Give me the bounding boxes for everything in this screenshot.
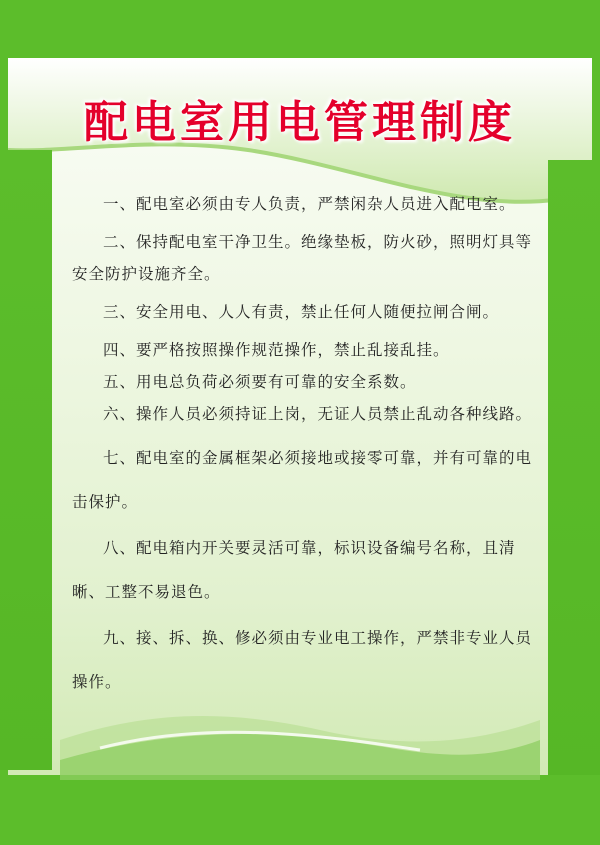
rules-list — [72, 188, 532, 706]
bottom-border — [0, 775, 600, 845]
rule-item: 七、配电室的金属框架必须接地或接零可靠，并有可靠的电击保护。 — [72, 449, 533, 511]
rule-item: 九、接、拆、换、修必须由专业电工操作，严禁非专业人员操作。 — [72, 629, 533, 691]
rule-item: 四、要严格按照操作规范操作，禁止乱接乱挂。 — [103, 341, 450, 359]
left-border — [0, 150, 52, 770]
page-title: 配电室用电管理制度 — [84, 97, 516, 148]
rule-item: 五、用电总负荷必须要有可靠的安全系数。 — [103, 373, 417, 391]
rule-item: 一、配电室必须由专人负责，严禁闲杂人员进入配电室。 — [103, 195, 516, 213]
rule-item: 六、操作人员必须持证上岗，无证人员禁止乱动各种线路。 — [103, 405, 533, 423]
rule-item: 八、配电箱内开关要灵活可靠，标识设备编号名称，且清晰、工整不易退色。 — [72, 539, 516, 601]
right-border — [548, 160, 600, 780]
rule-item: 三、安全用电、人人有责，禁止任何人随便拉闸合闸。 — [103, 303, 500, 321]
rule-item: 二、保持配电室干净卫生。绝缘垫板，防火砂，照明灯具等安全防护设施齐全。 — [72, 233, 533, 283]
